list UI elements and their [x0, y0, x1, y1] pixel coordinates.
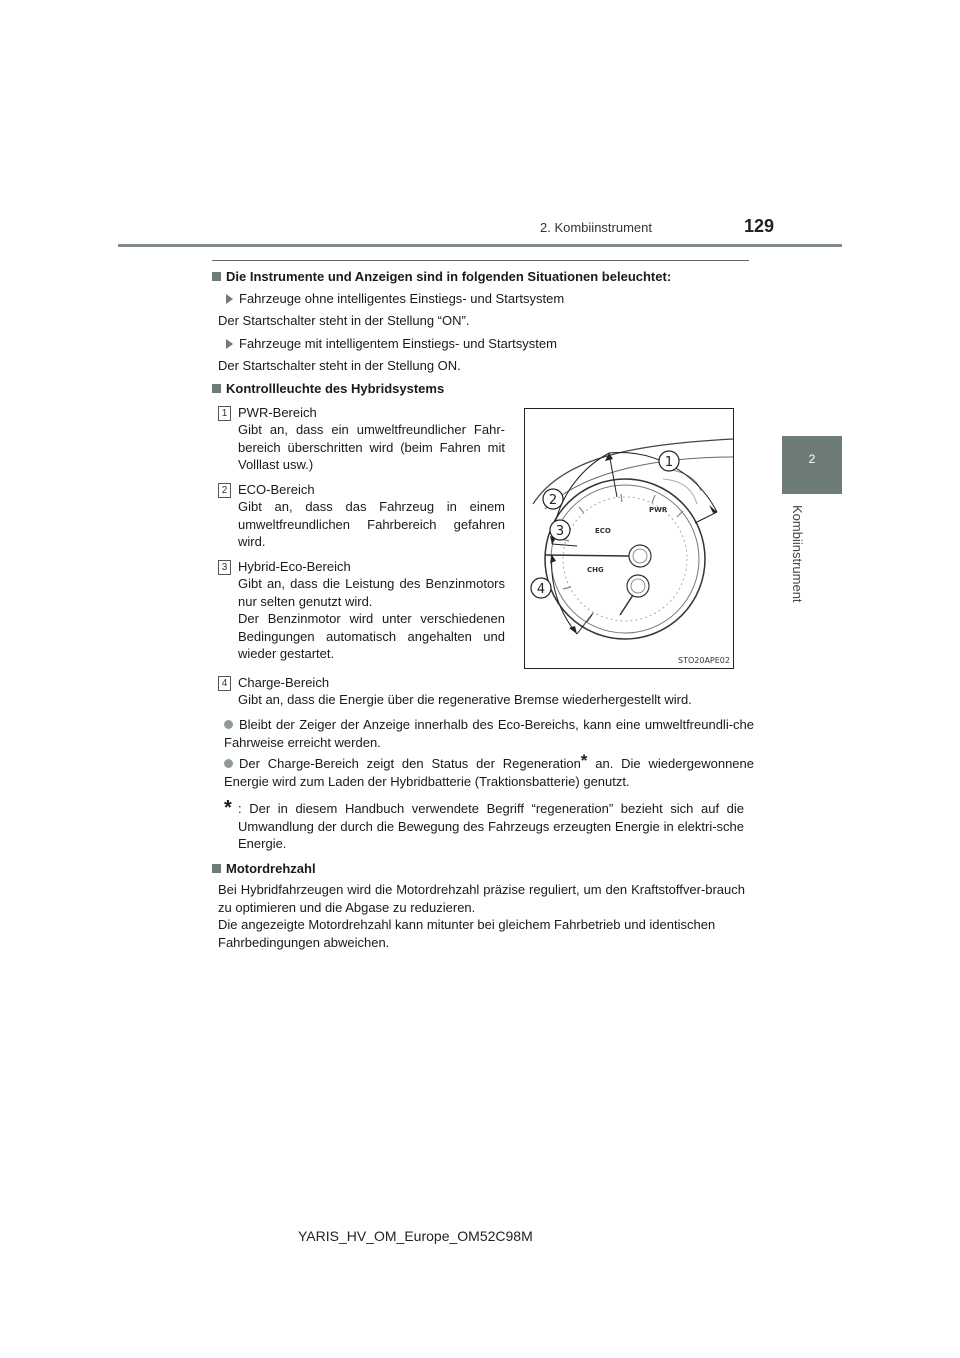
section-heading-text: Motordrehzahl	[226, 861, 316, 876]
condition-item-label: Fahrzeuge mit intelligentem Einstiegs- und Startsystem	[239, 336, 557, 351]
callout-3	[550, 520, 570, 540]
footnote-asterisk: *	[224, 797, 232, 819]
svg-text:3: 3	[555, 524, 565, 539]
engine-speed-paragraph-1: Bei Hybridfahrzeugen wird die Motordrehzahl präzise reguliert, um den Kraftstoffver-brauch zu optimieren und die Abgase zu reduzieren.	[218, 882, 745, 915]
section-divider	[212, 260, 749, 261]
pwr-zone-label: PWR	[649, 506, 668, 514]
item-desc-eco: Gibt an, dass das Fahrzeug in einem umweltfreundlichen Fahrbereich gefahren wird.	[238, 499, 505, 550]
gauge-outer-ring	[545, 479, 705, 639]
item-desc-hybrid-eco-2: Der Benzinmotor wird unter verschiedenen Bedingungen automatisch angehalten und wieder gestartet.	[238, 611, 505, 662]
chapter-tab-label: Kombiinstrument	[790, 505, 805, 603]
triangle-bullet-icon	[226, 339, 233, 349]
bullet-text: Der Charge-Bereich zeigt den Status der Regeneration	[239, 756, 581, 771]
condition-item-2-text: Der Startschalter steht in der Stellung ON.	[218, 358, 461, 373]
square-bullet-icon	[212, 272, 221, 281]
footnote-text: : Der in diesem Handbuch verwendete Begriff “regeneration” bezieht sich auf die Umwandlung der durch die Bewegung des Fahrzeugs erzeugten Energie in elektri-sche Energie.	[238, 801, 744, 852]
chapter-title: 2. Kombiinstrument	[540, 220, 652, 235]
item-desc-pwr: Gibt an, dass ein umweltfreundlicher Fahr-bereich überschritten wird (beim Fahren mit Volllast usw.)	[238, 422, 505, 473]
bullet-text: Bleibt der Zeiger der Anzeige innerhalb des Eco-Bereichs, kann eine umweltfreundli-che Fahrweise erreicht werden.	[224, 717, 754, 750]
callout-1	[659, 451, 679, 471]
square-bullet-icon	[212, 864, 221, 873]
document-id: YARIS_HV_OM_Europe_OM52C98M	[298, 1228, 533, 1244]
triangle-bullet-icon	[226, 294, 233, 304]
item-title-hybrid-eco: Hybrid-Eco-Bereich	[238, 559, 351, 574]
svg-text:1: 1	[664, 455, 674, 470]
hybrid-indicator-figure	[524, 408, 734, 669]
item-title-charge: Charge-Bereich	[238, 675, 330, 690]
needle-hub-lower	[627, 575, 649, 597]
round-bullet-icon	[224, 759, 233, 768]
figure-code: STO20APE02	[678, 656, 730, 665]
section-heading-illumination	[212, 268, 752, 286]
page-number: 129	[744, 216, 775, 236]
item-desc-hybrid-eco: Gibt an, dass die Leistung des Benzinmotors nur selten genutzt wird.	[238, 576, 505, 609]
callout-number-4: 4	[218, 676, 231, 691]
callout-2	[543, 489, 563, 509]
callout-number-1: 1	[218, 406, 231, 421]
square-bullet-icon	[212, 384, 221, 393]
callout-number-3: 3	[218, 560, 231, 575]
round-bullet-icon	[224, 720, 233, 729]
item-desc-charge: Gibt an, dass die Energie über die regenerative Bremse wiederhergestellt wird.	[238, 692, 692, 707]
condition-item-2	[226, 335, 557, 353]
bullet-text-continued: an. Die wiedergewonnene Energie wird zum Laden der Hybridbatterie (Traktionsbatterie) genutzt.	[224, 756, 754, 789]
engine-speed-paragraph-2: Die angezeigte Motordrehzahl kann mitunter bei gleichem Fahrbetrieb und identischen Fahrbedingungen abweichen.	[218, 917, 716, 950]
bullet-eco-range	[224, 716, 754, 751]
item-title-pwr: PWR-Bereich	[238, 405, 317, 420]
callout-4	[531, 578, 551, 598]
header-divider	[118, 244, 842, 247]
section-heading-hybrid-indicator	[212, 380, 444, 398]
condition-item-1	[226, 290, 564, 308]
svg-text:4: 4	[536, 582, 546, 597]
chg-zone-label: CHG	[587, 566, 604, 574]
eco-zone-label: ECO	[595, 527, 611, 535]
callout-number-2: 2	[218, 483, 231, 498]
svg-text:2: 2	[548, 493, 558, 508]
item-title-eco: ECO-Bereich	[238, 482, 315, 497]
section-heading-text: Kontrollleuchte des Hybridsystems	[226, 381, 445, 396]
footnote-marker: *	[580, 750, 588, 770]
section-heading-engine-speed	[212, 860, 316, 878]
needle-hub-upper	[629, 545, 651, 567]
section-heading-text: Die Instrumente und Anzeigen sind in folgenden Situationen beleuchtet:	[226, 269, 672, 284]
bullet-charge-range	[224, 750, 754, 790]
condition-item-1-text: Der Startschalter steht in der Stellung “ON”.	[218, 313, 470, 328]
indicator-needle	[545, 555, 629, 556]
chapter-tab-number: 2	[808, 452, 816, 466]
condition-item-label: Fahrzeuge ohne intelligentes Einstiegs- und Startsystem	[239, 291, 565, 306]
hybrid-indicator-illustration	[525, 409, 733, 668]
